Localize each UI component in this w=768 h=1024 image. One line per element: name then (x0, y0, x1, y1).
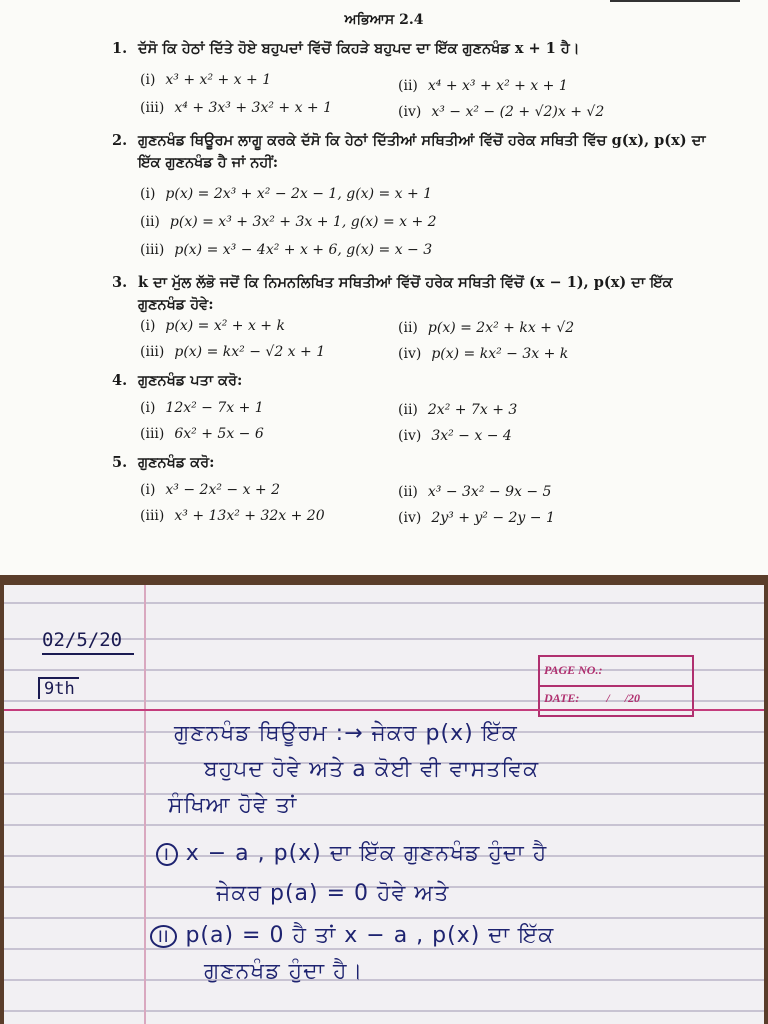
option: (i) 12x² − 7x + 1 (140, 400, 264, 416)
question-number: 1. (112, 40, 128, 57)
page-no-label: PAGE NO.: (544, 663, 603, 677)
option: (ii) x³ − 3x² − 9x − 5 (398, 484, 552, 500)
option: (iv) 3x² − x − 4 (398, 428, 512, 444)
question-text: ਗੁਣਨਖੰਡ ਪਤਾ ਕਰੋ: (138, 372, 243, 389)
exercise-title: ਅਭਿਆਸ 2.4 (344, 12, 424, 28)
question-4 (112, 370, 712, 392)
option: (ii) p(x) = 2x² + kx + √2 (398, 320, 575, 336)
option: (iii) p(x) = x³ − 4x² + x + 6, g(x) = x − 3 (140, 242, 433, 258)
note-line-1: ਗੁਣਨਖੰਡ ਥਿਊਰਮ :→ ਜੇਕਰ p(x) ਇੱਕ (174, 721, 518, 746)
question-number: 2. (112, 132, 128, 149)
top-rule (610, 0, 740, 2)
question-5 (112, 452, 712, 474)
option: (iii) 6x² + 5x − 6 (140, 426, 264, 442)
question-number: 4. (112, 372, 128, 389)
option: (iii) x⁴ + 3x³ + 3x² + x + 1 (140, 100, 333, 116)
date-label: DATE: / /20 (544, 691, 641, 705)
option: (i) p(x) = 2x³ + x² − 2x − 1, g(x) = x + 1 (140, 186, 433, 202)
option: (iv) 2y³ + y² − 2y − 1 (398, 510, 555, 526)
notebook-photo (0, 575, 768, 1024)
page-box-divider (540, 685, 692, 687)
date-underline (42, 653, 134, 655)
option: (iii) x³ + 13x² + 32x + 20 (140, 508, 325, 524)
header-rule (4, 709, 764, 711)
question-text: ਦੱਸੋ ਕਿ ਹੇਠਾਂ ਦਿੱਤੇ ਹੋਏ ਬਹੁਪਦਾਂ ਵਿੱਚੋਂ ਕਿਹੜੇ ਬਹੁਪਦ ਦਾ ਇੱਕ ਗੁਣਨਖੰਡ x + 1 ਹੈ। (138, 40, 580, 57)
question-text: k ਦਾ ਮੁੱਲ ਲੱਭੋ ਜਦੋਂ ਕਿ ਨਿਮਨਲਿਖਿਤ ਸਥਿਤੀਆਂ ਵਿੱਚੋਂ ਹਰੇਕ ਸਥਿਤੀ ਵਿੱਚੋਂ (x − 1), p(x) ਦਾ ਇੱਕ ਗੁਣਨਖੰਡ ਹੋਵੇ: (138, 274, 673, 313)
question-number: 5. (112, 454, 128, 471)
note-line-3: ਸੰਖਿਆ ਹੋਵੇ ਤਾਂ (168, 793, 298, 818)
question-number: 3. (112, 274, 128, 291)
handwritten-date: 02/5/20 (42, 629, 122, 651)
option: (ii) 2x² + 7x + 3 (398, 402, 518, 418)
question-1 (112, 38, 712, 60)
note-point-2: II p(a) = 0 ਹੈ ਤਾਂ x − a , p(x) ਦਾ ਇੱਕ (150, 923, 554, 948)
notebook-paper (4, 585, 764, 1024)
option: (ii) x⁴ + x³ + x² + x + 1 (398, 78, 568, 94)
note-line-7: ਗੁਣਨਖੰਡ ਹੁੰਦਾ ਹੈ। (204, 959, 364, 984)
question-text: ਗੁਣਨਖੰਡ ਕਰੋ: (138, 454, 215, 471)
note-line-2: ਬਹੁਪਦ ਹੋਵੇ ਅਤੇ a ਕੋਈ ਵੀ ਵਾਸਤਵਿਕ (204, 757, 540, 782)
class-label: 9th (38, 677, 79, 699)
margin-line (144, 585, 146, 1024)
option: (iv) p(x) = kx² − 3x + k (398, 346, 569, 362)
question-2 (112, 130, 712, 174)
option: (i) x³ + x² + x + 1 (140, 72, 272, 88)
option: (i) x³ − 2x² − x + 2 (140, 482, 281, 498)
option: (ii) p(x) = x³ + 3x² + 3x + 1, g(x) = x + 2 (140, 214, 437, 230)
question-text: ਗੁਣਨਖੰਡ ਥਿਊਰਮ ਲਾਗੂ ਕਰਕੇ ਦੱਸੋ ਕਿ ਹੇਠਾਂ ਦਿੱਤੀਆਂ ਸਥਿਤੀਆਂ ਵਿੱਚੋਂ ਹਰੇਕ ਸਥਿਤੀ ਵਿੱਚ g(x), p(x) ਦਾ ਇੱਕ ਗੁਣਨਖੰਡ ਹੈ ਜਾਂ ਨਹੀਂ: (138, 132, 706, 171)
option: (i) p(x) = x² + x + k (140, 318, 285, 334)
note-line-5: ਜੇਕਰ p(a) = 0 ਹੋਵੇ ਅਤੇ (216, 881, 450, 906)
question-3 (112, 272, 712, 316)
option: (iv) x³ − x² − (2 + √2)x + √2 (398, 104, 605, 120)
roman-marker-1: I (156, 843, 178, 866)
page-info-box (538, 655, 694, 717)
note-point-1: I x − a , p(x) ਦਾ ਇੱਕ ਗੁਣਨਖੰਡ ਹੁੰਦਾ ਹੈ (156, 841, 547, 866)
option: (iii) p(x) = kx² − √2 x + 1 (140, 344, 326, 360)
roman-marker-2: II (150, 925, 177, 948)
